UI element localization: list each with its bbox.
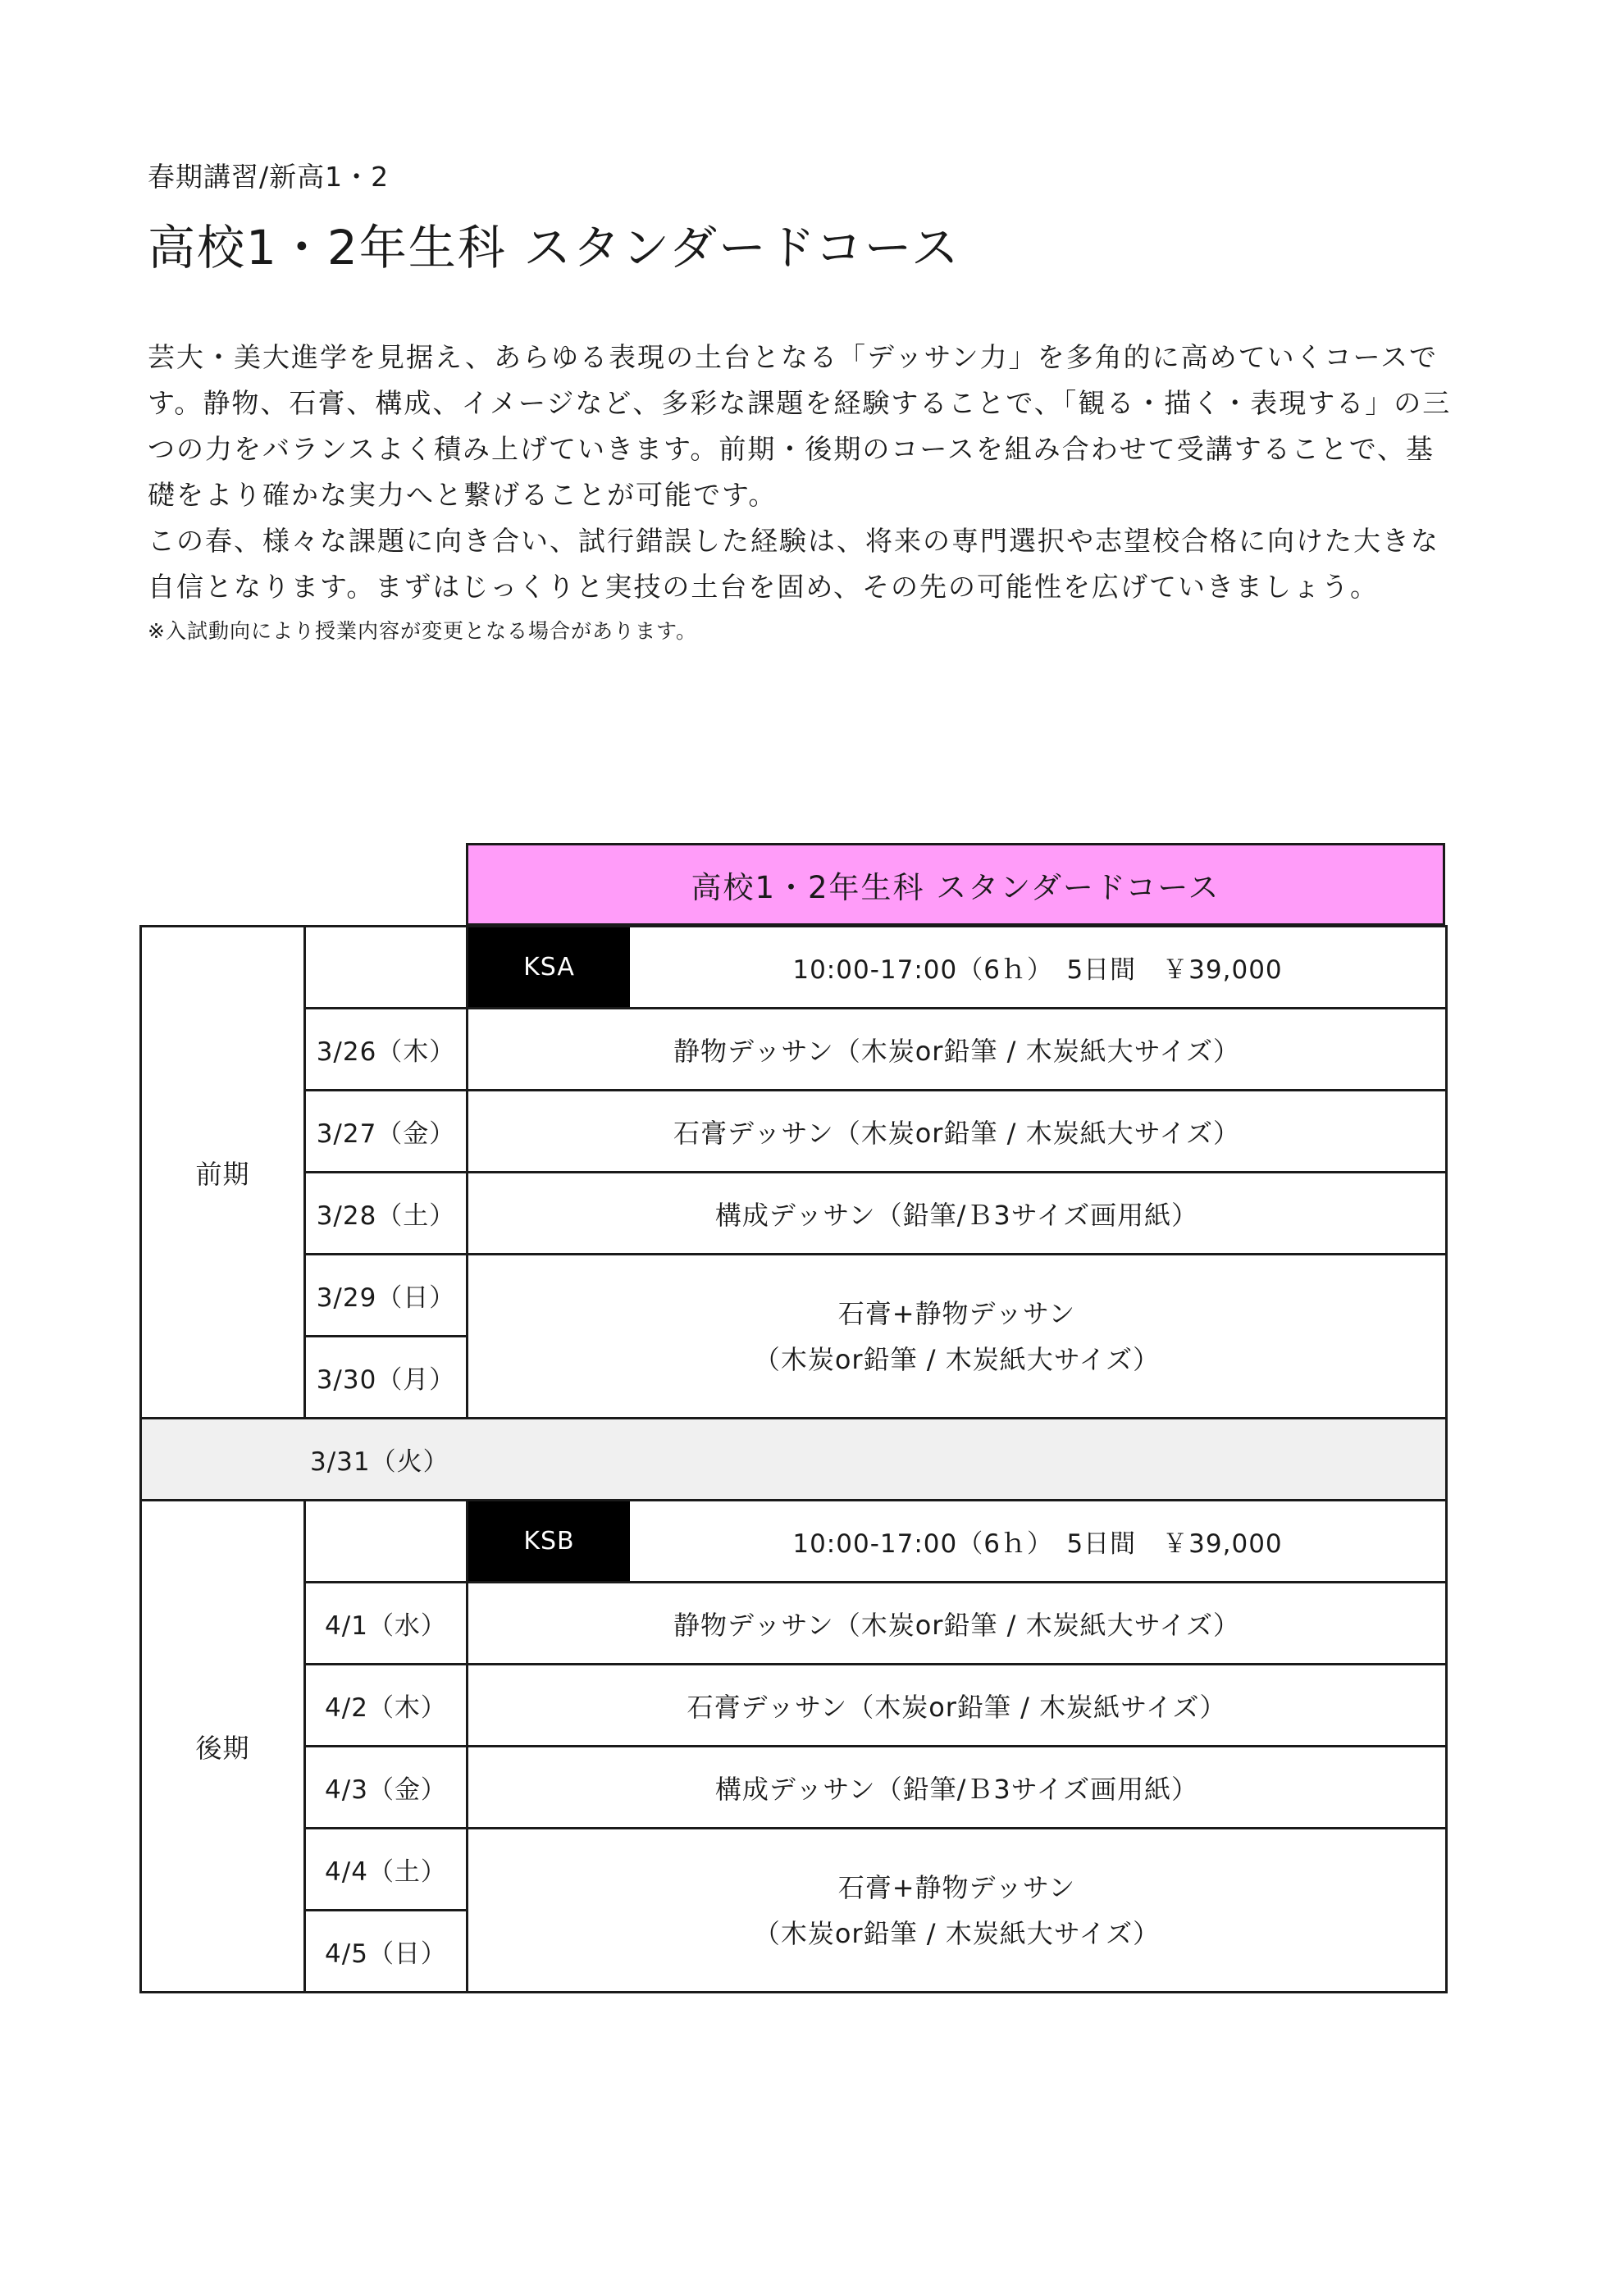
table-row: [141, 1255, 1447, 1337]
break-day: 3/31（火）: [141, 1419, 1447, 1501]
session-content-combined: [468, 1255, 1447, 1419]
session-content: 構成デッサン（鉛筆/Ｂ3サイズ画用紙）: [468, 1747, 1447, 1829]
term-label-second: 後期: [141, 1501, 305, 1993]
course-info-first: [468, 927, 1447, 1009]
table-row: [141, 1091, 1447, 1173]
combined-line: 石膏+静物デッサン: [837, 1297, 1076, 1329]
session-date: 4/3（金）: [305, 1747, 468, 1829]
session-date: 4/5（日）: [305, 1911, 468, 1993]
schedule-table: [139, 925, 1448, 1993]
combined-line: （木炭or鉛筆 / 木炭紙大サイズ）: [753, 1917, 1161, 1949]
session-date: 3/28（土）: [305, 1173, 468, 1255]
empty-cell: [305, 927, 468, 1009]
intro-paragraph: この春、様々な課題に向き合い、試行錯誤した経験は、将来の専門選択や志望校合格に向けた大きな自信となります。まずはじっくりと実技の土台を固め、その先の可能性を広げていきましょう。: [148, 525, 1439, 603]
course-code-badge: KSB: [468, 1501, 630, 1581]
course-info-text: 10:00-17:00（6ｈ） 5日間 ￥39,000: [792, 1529, 1283, 1559]
subtitle: 春期講習/新高1・2: [148, 161, 390, 193]
session-date: 3/29（日）: [305, 1255, 468, 1337]
course-code-badge: KSA: [468, 927, 630, 1007]
term-label-first: 前期: [141, 927, 305, 1419]
session-date: 4/2（木）: [305, 1665, 468, 1747]
session-content: 石膏デッサン（木炭or鉛筆 / 木炭紙サイズ）: [468, 1665, 1447, 1747]
session-date: 3/26（木）: [305, 1009, 468, 1091]
session-content: 構成デッサン（鉛筆/Ｂ3サイズ画用紙）: [468, 1173, 1447, 1255]
session-content: 静物デッサン（木炭or鉛筆 / 木炭紙大サイズ）: [468, 1009, 1447, 1091]
combined-line: 石膏+静物デッサン: [837, 1871, 1076, 1903]
course-info-text: 10:00-17:00（6ｈ） 5日間 ￥39,000: [792, 955, 1283, 985]
table-row-break: [141, 1419, 1447, 1501]
intro-paragraph: 芸大・美大進学を見据え、あらゆる表現の土台となる「デッサン力」を多角的に高めていくコースです。静物、石膏、構成、イメージなど、多彩な課題を経験することで、「観る・描く・表現する」の三つの力をバランスよく積み上げていきます。前期・後期のコースを組み合わせて受講することで、基礎をより確かな実力へと繋げることが可能です。: [148, 341, 1452, 511]
table-row: [141, 1665, 1447, 1747]
intro-text: [148, 335, 1460, 610]
table-row: [141, 1583, 1447, 1665]
session-content: 石膏デッサン（木炭or鉛筆 / 木炭紙大サイズ）: [468, 1091, 1447, 1173]
course-header: 高校1・2年生科 スタンダードコース: [466, 843, 1445, 926]
session-date: 4/1（水）: [305, 1583, 468, 1665]
course-info-second: [468, 1501, 1447, 1583]
table-row: [141, 927, 1447, 1009]
table-row: [141, 1829, 1447, 1911]
session-date: 3/27（金）: [305, 1091, 468, 1173]
table-row: [141, 1173, 1447, 1255]
table-row: [141, 1009, 1447, 1091]
session-date: 4/4（土）: [305, 1829, 468, 1911]
session-content-combined: [468, 1829, 1447, 1993]
combined-line: （木炭or鉛筆 / 木炭紙大サイズ）: [753, 1343, 1161, 1375]
table-row: [141, 1747, 1447, 1829]
table-row: [141, 1501, 1447, 1583]
page-title: 高校1・2年生科 スタンダードコース: [148, 220, 960, 276]
session-date: 3/30（月）: [305, 1337, 468, 1419]
session-content: 静物デッサン（木炭or鉛筆 / 木炭紙大サイズ）: [468, 1583, 1447, 1665]
empty-cell: [305, 1501, 468, 1583]
note-text: ※入試動向により授業内容が変更となる場合があります。: [148, 619, 697, 643]
